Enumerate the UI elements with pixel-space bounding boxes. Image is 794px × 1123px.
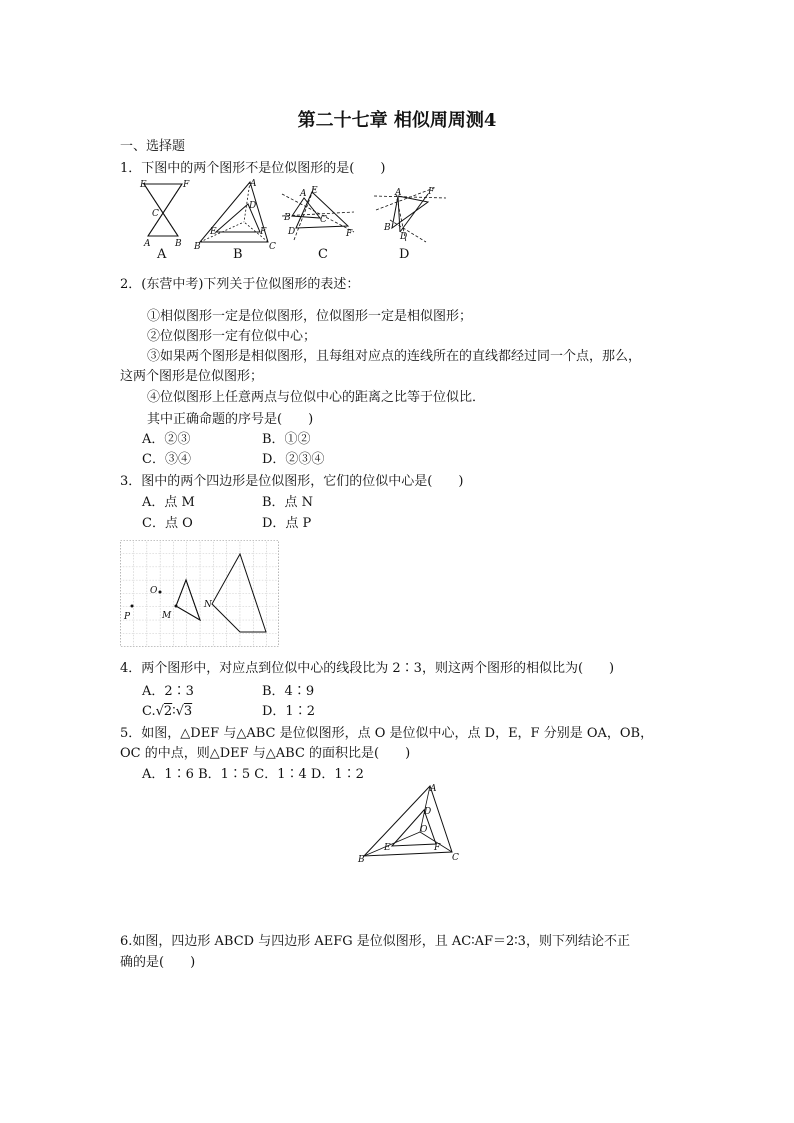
q5-label-b: B — [358, 855, 365, 865]
q5-label-o: O — [420, 825, 428, 835]
q1d-label-d: D — [400, 232, 408, 242]
q5-label-c: C — [452, 853, 459, 863]
q3-option-d: D．点 P — [262, 516, 312, 531]
q1-caption-d: D — [399, 247, 410, 262]
q2-ask: 其中正确命题的序号是( ) — [147, 412, 314, 427]
q3-stem: 3．图中的两个四边形是位似图形，它们的位似中心是( ) — [120, 474, 464, 489]
q1a-label-a: A — [144, 239, 151, 249]
q1b-label-c: C — [269, 242, 276, 252]
sqrt-icon: √ — [175, 704, 184, 719]
q1c-label-f: F — [346, 229, 353, 239]
q1a-label-e: E — [140, 180, 147, 190]
q5-figure — [356, 780, 466, 866]
q1-caption-b: B — [233, 247, 243, 262]
q3-label-m: M — [162, 611, 172, 621]
q4-option-c-radicand-1: 2 — [163, 704, 173, 719]
q1b-label-e: E — [210, 227, 217, 237]
q4-option-c-radicand-2: 3 — [183, 704, 193, 719]
q4-stem: 4．两个图形中，对应点到位似中心的线段比为 2∶3，则这两个图形的相似比为( ) — [120, 661, 615, 676]
q6-stem-line-1: 6.如图，四边形 ABCD 与四边形 AEFG 是位似图形，且 AC∶AF＝2∶3，则下列结论不正 — [120, 934, 630, 949]
q1c-label-d: D — [288, 227, 296, 237]
q2-statement-1: ①相似图形一定是位似图形，位似图形一定是相似图形； — [147, 309, 473, 324]
q1b-label-b: B — [194, 242, 201, 252]
q1c-label-c: C — [320, 215, 327, 225]
q1a-label-b: B — [175, 239, 182, 249]
q1-caption-a: A — [157, 247, 167, 262]
q1-stem: 1．下图中的两个图形不是位似图形的是( ) — [120, 161, 386, 176]
q5-label-f: F — [434, 843, 441, 853]
q6-stem-line-2: 确的是( ) — [120, 955, 196, 970]
q5-label-d: D — [424, 807, 432, 817]
q1-caption-c: C — [318, 247, 328, 262]
q4-option-b: B．4∶9 — [262, 684, 315, 699]
q3-label-o: O — [150, 586, 158, 596]
q5-options: A．1∶6 B．1∶5 C．1∶4 D．1∶2 — [142, 767, 364, 782]
q1c-label-a: A — [300, 189, 307, 199]
q3-option-b: B．点 N — [262, 495, 314, 510]
sqrt-icon: √ — [155, 704, 164, 719]
q4-option-c-ratio: ∶ — [172, 704, 176, 719]
page-title: 第二十七章 相似周周测4 — [297, 110, 497, 131]
q2-statement-4: ④位似图形上任意两点与位似中心的距离之比等于位似比． — [147, 390, 486, 405]
q2-statement-3a: ③如果两个图形是相似图形，且每组对应点的连线所在的直线都经过同一个点，那么， — [147, 349, 642, 364]
q1c-label-e: E — [311, 186, 318, 196]
q5-stem-line-2: OC 的中点，则△DEF 与△ABC 的面积比是( ) — [120, 746, 411, 761]
q1-figure-b — [192, 176, 282, 250]
q4-option-d: D．1∶2 — [262, 704, 315, 719]
q1-figure-d — [370, 184, 450, 246]
q2-stem: 2．(东营中考)下列关于位似图形的表述： — [120, 277, 360, 292]
q1b-label-a: A — [250, 179, 257, 189]
q1c-label-b: B — [284, 213, 291, 223]
section-heading: 一、选择题 — [120, 139, 186, 154]
q3-grid-figure — [120, 540, 280, 648]
q2-statement-2: ②位似图形一定有位似中心； — [147, 329, 317, 344]
q2-option-d: D．②③④ — [262, 452, 325, 467]
q1a-label-c: C — [152, 209, 159, 219]
q2-option-b: B．①② — [262, 432, 311, 447]
q3-label-p: P — [124, 612, 131, 622]
q5-label-e: E — [384, 843, 391, 853]
q2-option-c: C．③④ — [142, 452, 191, 467]
q1b-label-f: F — [260, 227, 267, 237]
q4-option-a: A．2∶3 — [142, 684, 194, 699]
q1b-label-d: D — [249, 201, 257, 211]
q1d-label-b: B — [384, 223, 391, 233]
q3-label-n: N — [204, 600, 212, 610]
q4-option-c-prefix: C. — [142, 704, 156, 719]
q1a-label-f: F — [183, 180, 190, 190]
q3-option-c: C．点 O — [142, 516, 193, 531]
q1-figure-a — [138, 178, 188, 248]
q5-label-a: A — [430, 784, 437, 794]
q2-option-a: A．②③ — [142, 432, 191, 447]
q1-figure-c — [280, 184, 356, 246]
q3-option-a: A．点 M — [142, 495, 195, 510]
q2-statement-3b: 这两个图形是位似图形； — [120, 369, 264, 384]
q1d-label-f: F — [428, 187, 435, 197]
q5-stem-line-1: 5．如图，△DEF 与△ABC 是位似图形，点 O 是位似中心，点 D，E，F 分别是 OA，OB， — [120, 726, 654, 741]
q4-option-c — [142, 703, 192, 721]
q1d-label-a: A — [395, 188, 402, 198]
